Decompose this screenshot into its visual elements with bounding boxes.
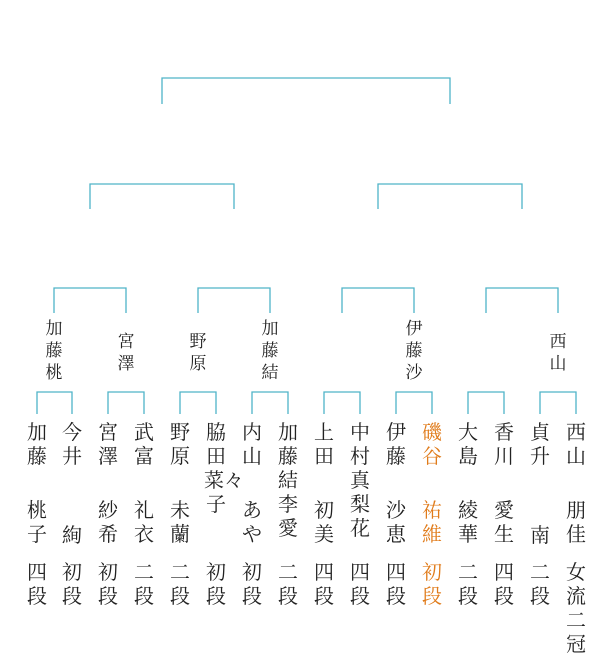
player-family-name: 磯谷 [422,420,442,468]
player-given-name: 綾華 [458,498,478,546]
player-rank: 初段 [422,560,442,608]
player-given-name: 紗希 [98,498,118,546]
player-rank: 初段 [62,560,82,608]
player-rank: 四段 [386,560,406,608]
bracket-round1 [324,392,360,414]
bracket-round1 [396,392,432,414]
bracket-round2 [486,288,558,313]
player-family-name: 西山 [566,420,586,468]
player-given-name: 南 [530,523,550,547]
player-given-name: 絢 [62,523,82,547]
player-family-name: 宮澤 [98,420,118,468]
player-family-name: 伊藤 [386,420,406,468]
round2-winner-label: 伊藤沙 [405,319,423,383]
player-given-name: 礼衣 [134,498,154,546]
player-family-name: 野原 [170,420,190,468]
player-full-name: 脇田菜々子 [204,420,244,516]
player-family-name: 武富 [134,420,154,468]
player-family-name: 内山 [242,420,262,468]
player-rank: 四段 [350,560,370,608]
player-given-name: 愛生 [494,498,514,546]
round2-winner-label: 宮澤 [117,332,135,374]
player-family-name: 香川 [494,420,514,468]
bracket-round3 [90,184,234,209]
round2-winner-label: 野原 [189,332,207,374]
player-rank: 二段 [278,560,298,608]
player-rank: 四段 [27,560,47,608]
bracket-round2 [54,288,126,313]
player-rank: 二段 [458,560,478,608]
player-given-name: 沙恵 [386,498,406,546]
bracket-round1 [108,392,144,414]
player-given-name: 祐維 [422,498,442,546]
player-family-name: 上田 [314,420,334,468]
player-rank: 初段 [98,560,118,608]
player-family-name: 今井 [62,420,82,468]
bracket-round1 [180,392,216,414]
player-family-name: 大島 [458,420,478,468]
player-rank: 初段 [206,560,226,608]
bracket-final [162,78,450,104]
bracket-round1 [37,392,72,414]
bracket-round1 [252,392,288,414]
player-family-name: 貞升 [530,420,550,468]
player-rank: 初段 [242,560,262,608]
player-rank: 女流二冠 [566,560,586,656]
player-full-name: 中村真梨花 [350,420,370,540]
player-given-name: 桃子 [27,498,47,546]
player-given-name: 初美 [314,498,334,546]
round2-winner-label: 加藤桃 [45,319,63,383]
player-rank: 二段 [134,560,154,608]
player-given-name: 朋佳 [566,498,586,546]
bracket-round3 [378,184,522,209]
bracket-round2 [198,288,270,313]
player-given-name: 未蘭 [170,498,190,546]
bracket-round1 [468,392,504,414]
round2-winner-label: 西山 [549,332,567,374]
player-given-name: あや [242,498,262,546]
player-full-name: 加藤結李愛 [278,420,298,540]
bracket-round1 [540,392,576,414]
player-rank: 二段 [530,560,550,608]
player-rank: 二段 [170,560,190,608]
player-rank: 四段 [314,560,334,608]
bracket-round2 [342,288,414,313]
round2-winner-label: 加藤結 [261,319,279,383]
player-rank: 四段 [494,560,514,608]
player-family-name: 加藤 [27,420,47,468]
